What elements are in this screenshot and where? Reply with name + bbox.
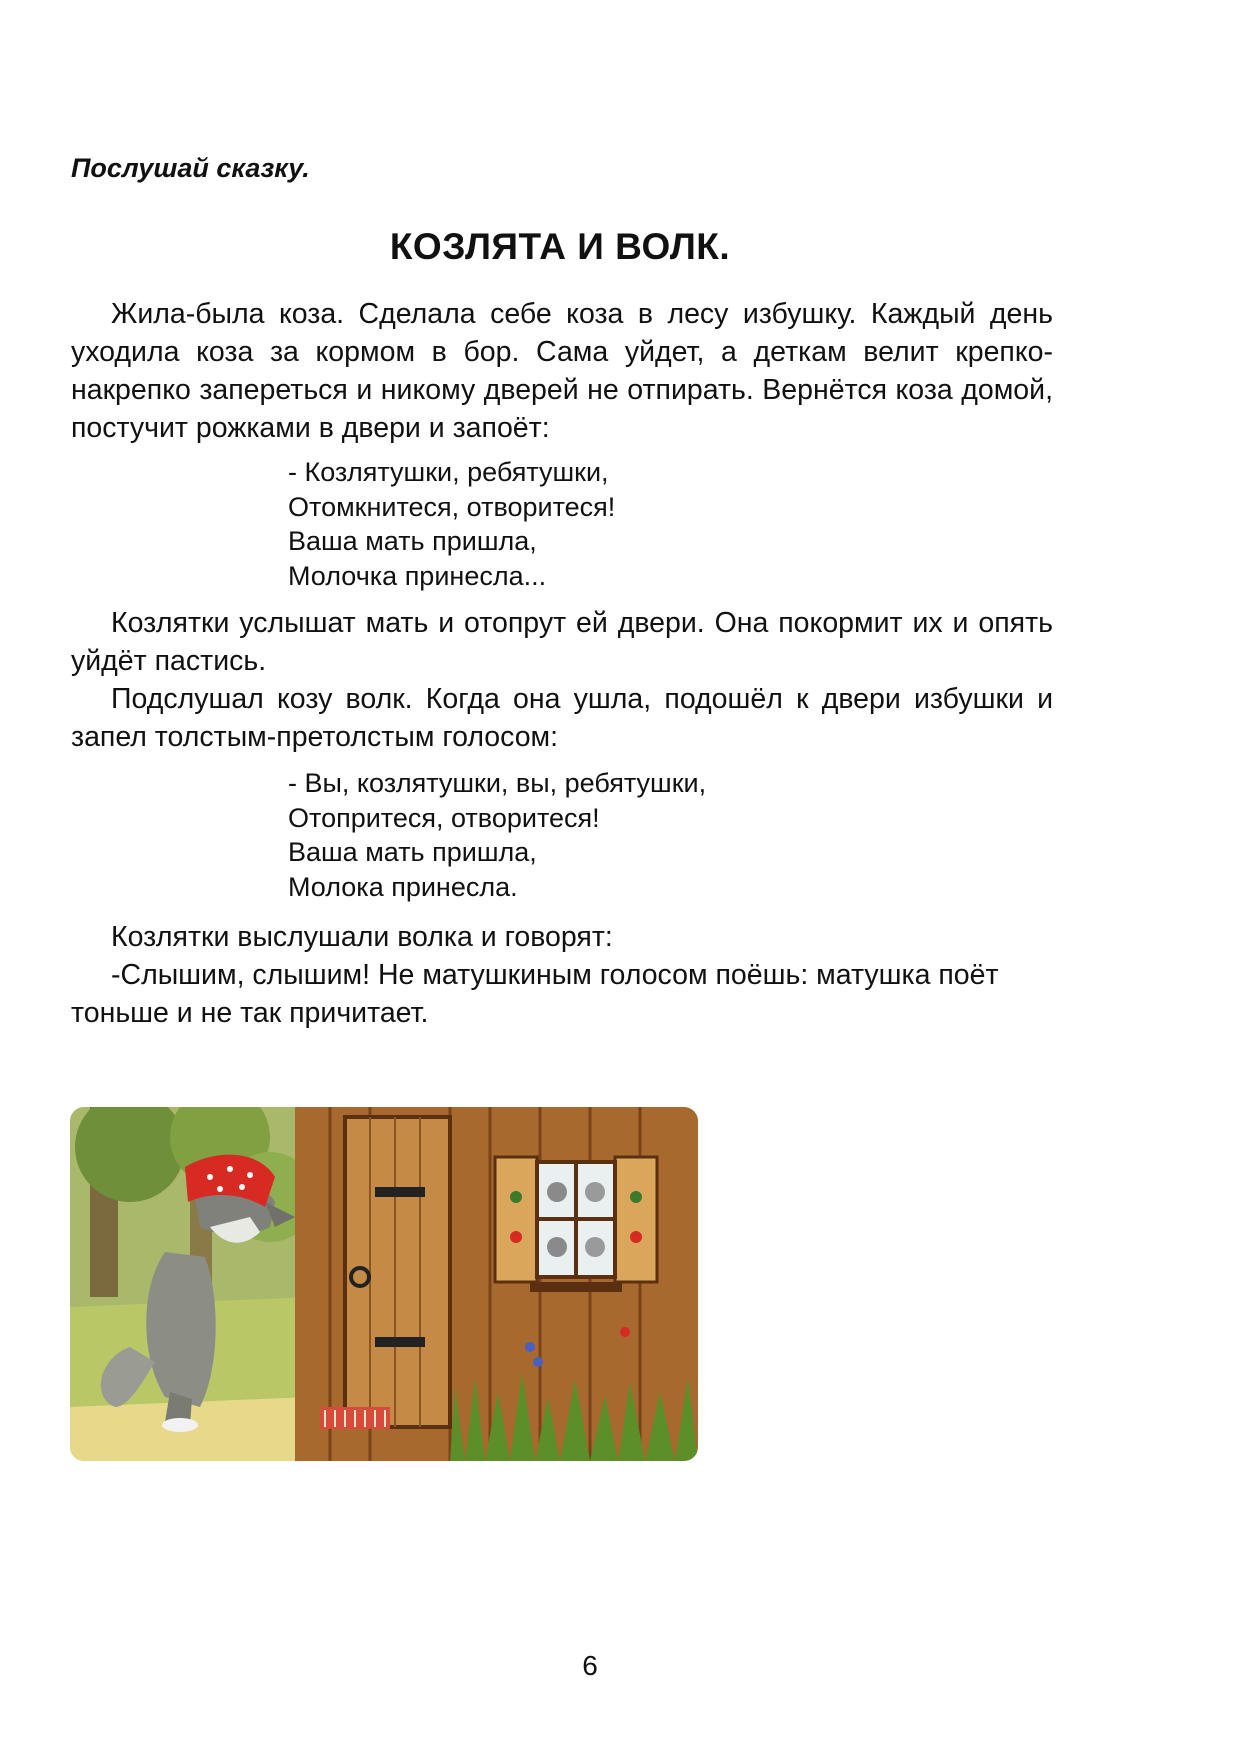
wolf-song — [288, 766, 706, 904]
song-line: Молочка принесла... — [288, 560, 547, 591]
song-line: Отомкнитеся, отворитеся! — [288, 491, 616, 522]
story-paragraph: -Слышим, слышим! Не матушкиным голосом поёшь: матушка поёт тоньше и не так причитает. — [71, 959, 999, 1029]
story-paragraph-block-1 — [71, 295, 1053, 447]
wolf-at-hut-illustration — [70, 1107, 698, 1461]
song-line: - Вы, козлятушки, вы, ребятушки, — [288, 768, 707, 798]
story-paragraph: Жила-была коза. Сделала себе коза в лесу избушку. Каждый день уходила коза за кормом в бор. Сама уйдет, а деткам велит крепко-накрепко запереться и никому дверей не отпирать. Вернётся коза домой, постучит рожками в двери и запоёт: — [71, 298, 1053, 444]
song-line: Ваша мать пришла, — [288, 837, 537, 867]
story-paragraph: Козлятки услышат мать и отопрут ей двери. Она покормит их и опять уйдёт пастись. — [71, 607, 1053, 677]
story-paragraph: Козлятки выслушали волка и говорят: — [111, 921, 613, 953]
goat-song — [288, 455, 615, 593]
song-line: Ваша мать пришла, — [288, 526, 537, 556]
song-line: - Козлятушки, ребятушки, — [288, 457, 609, 487]
instruction-text: Послушай сказку. — [71, 153, 310, 183]
story-paragraph: Подслушал козу волк. Когда она ушла, подошёл к двери избушки и запел толстым-претолстым голосом: — [71, 683, 1053, 753]
song-line: Молока принесла. — [288, 871, 518, 902]
story-title: КОЗЛЯТА И ВОЛК. — [389, 226, 731, 267]
story-paragraph-block-3 — [71, 918, 1053, 1032]
story-paragraph-block-2 — [71, 604, 1053, 756]
page-number: 6 — [582, 1650, 598, 1681]
song-line: Отопритеся, отворитеся! — [288, 802, 600, 833]
